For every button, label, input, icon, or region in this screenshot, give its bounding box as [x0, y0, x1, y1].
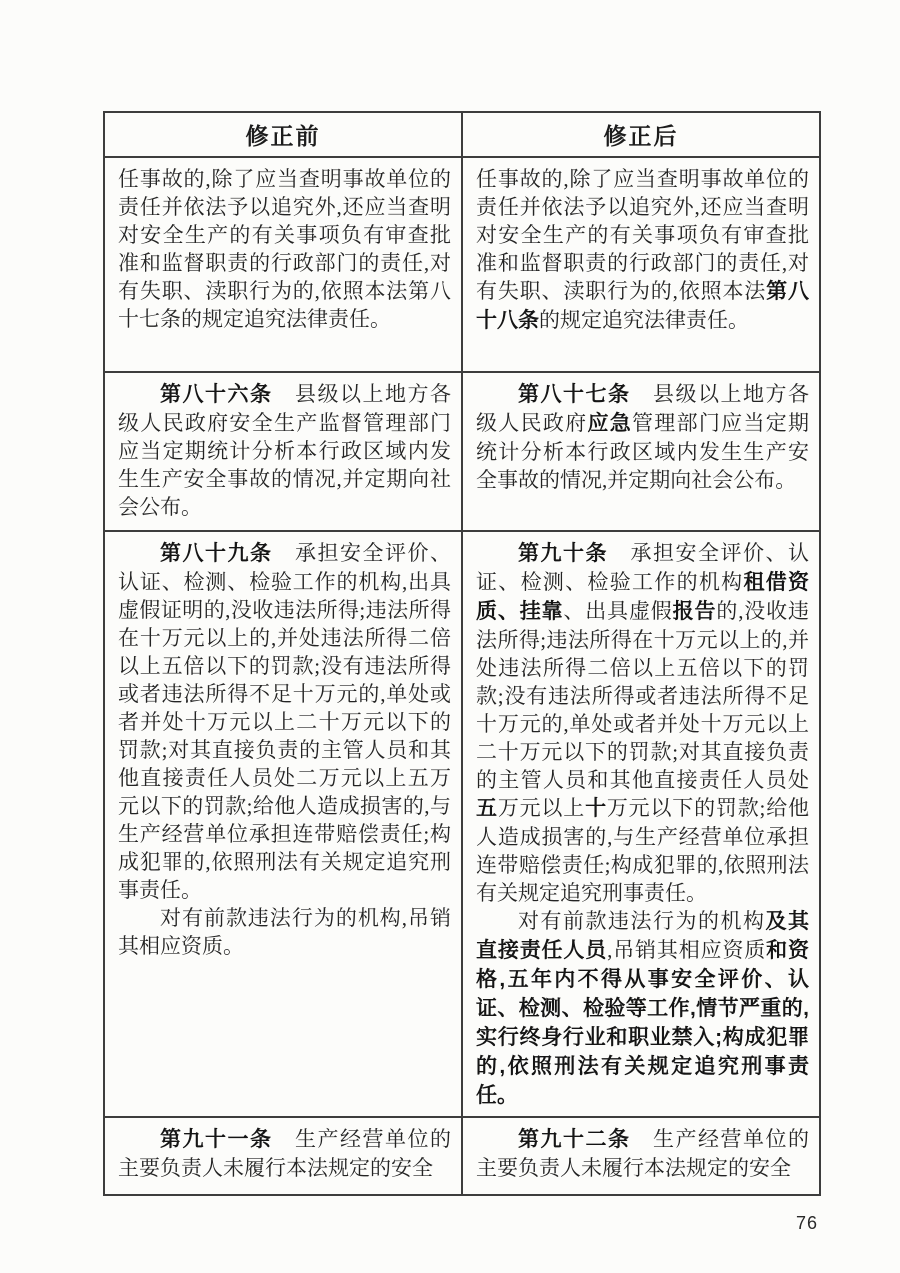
- amended-bold-text: 五: [476, 797, 498, 820]
- body-text: 县级以上地方各级人民政府安全生产监督管理部门应当定期统计分析本行政区域内发生生产安全事故的情况,并定期向社会公布。: [118, 382, 451, 519]
- body-text: 万元以上: [497, 796, 586, 820]
- amended-bold-text: 第八十九条: [160, 542, 273, 565]
- paragraph: [118, 539, 451, 904]
- body-text: 任事故的,除了应当查明事故单位的责任并依法予以追究外,还应当查明对安全生产的有关事项负有审查批准和监督职责的行政部门的责任,对有失职、渎职行为的,依照本法第八十七条的规定追究法律责任。: [118, 167, 451, 331]
- amended-bold-text: 第九十二条: [518, 1128, 631, 1151]
- body-text: 万元以下的罚款;给他人造成损害的,与生产经营单位承担连带赔偿责任;构成犯罪的,依照刑法有关规定追究刑事责任。: [476, 796, 810, 905]
- paragraph: [476, 1125, 809, 1182]
- body-text: 承担安全评价、认证、检测、检验工作的机构: [476, 541, 809, 594]
- amended-bold-text: 第八十八条: [476, 280, 810, 332]
- paragraph: [118, 165, 451, 333]
- page-number: 76: [796, 1213, 819, 1233]
- paragraph: [118, 1125, 451, 1182]
- body-text: 对有前款违法行为的机构: [518, 909, 766, 933]
- cell-after-row3: [462, 531, 820, 1117]
- header-after-amendment: 修正后: [462, 112, 820, 157]
- paragraph: [476, 380, 809, 494]
- amended-bold-text: 十: [585, 797, 607, 820]
- cell-after-row1: [462, 157, 820, 372]
- body-text: ,吊销其相应资质: [607, 938, 767, 962]
- header-before-amendment: 修正前: [104, 112, 462, 157]
- paragraph: [476, 539, 809, 907]
- body-text: 的,没收违法所得;违法所得在十万元以上的,并处违法所得二倍以上五倍以下的罚款;没有违法所得或者违法所得不足十万元的,单处或者并处十万元以上二十万元以下的罚款;对其直接负责的主管人员和其他直接责任人员处: [476, 599, 810, 792]
- cell-before-row4: [104, 1117, 462, 1195]
- paragraph: [476, 165, 809, 335]
- table-row-article-89-90: [104, 531, 820, 1117]
- amended-bold-text: 第八十七条: [518, 383, 631, 406]
- cell-before-row2: [104, 372, 462, 531]
- body-text: 承担安全评价、认证、检测、检验工作的机构,出具虚假证明的,没收违法所得;违法所得在十万元以上的,并处违法所得二倍以上五倍以下的罚款;没有违法所得或者违法所得不足十万元的,单处或者并处十万元以上二十万元以下的罚款;对其直接负责的主管人员和其他直接责任人员处二万元以上五万元以下的罚款;给他人造成损害的,与生产经营单位承担连带赔偿责任;构成犯罪的,依照刑法有关规定追究刑事责任。: [118, 541, 451, 902]
- body-text: 县级以上地方各级人民政府: [476, 382, 809, 435]
- cell-before-row3: [104, 531, 462, 1117]
- body-text: 生产经营单位的主要负责人未履行本法规定的安全: [476, 1127, 809, 1180]
- body-text: 生产经营单位的主要负责人未履行本法规定的安全: [118, 1127, 451, 1180]
- body-text: 、出具虚假: [563, 599, 673, 623]
- paragraph: [118, 380, 451, 521]
- amended-bold-text: 应急: [587, 412, 633, 435]
- cell-after-row4: [462, 1117, 820, 1195]
- amendment-comparison-table: [103, 111, 821, 1196]
- cell-before-row1: [104, 157, 462, 372]
- amended-bold-text: 报告: [672, 600, 717, 623]
- body-text: 任事故的,除了应当查明事故单位的责任并依法予以追究外,还应当查明对安全生产的有关事项负有审查批准和监督职责的行政部门的责任,对有失职、渎职行为的,依照本法: [476, 167, 809, 303]
- amended-bold-text: 第九十条: [518, 542, 608, 565]
- body-text: 的规定追究法律责任。: [539, 308, 749, 332]
- body-text: 对有前款违法行为的机构,吊销其相应资质。: [118, 906, 451, 958]
- paragraph: [476, 907, 809, 1110]
- table-header-row: [104, 112, 820, 157]
- table-row-article-91-92: [104, 1117, 820, 1195]
- amended-bold-text: 租借资质、挂靠: [476, 571, 810, 623]
- table-row-article-86-87: [104, 372, 820, 531]
- amended-bold-text: 第八十六条: [160, 383, 273, 406]
- amended-bold-text: 和资格,五年内不得从事安全评价、认证、检测、检验等工作,情节严重的,实行终身行业和职业禁入;构成犯罪的,依照刑法有关规定追究刑事责任。: [476, 939, 810, 1107]
- cell-after-row2: [462, 372, 820, 531]
- body-text: 管理部门应当定期统计分析本行政区域内发生生产安全事故的情况,并定期向社会公布。: [476, 411, 810, 492]
- amended-bold-text: 及其直接责任人员: [476, 910, 809, 962]
- amended-bold-text: 第九十一条: [160, 1128, 273, 1151]
- table-row-continuation-article: [104, 157, 820, 372]
- paragraph: [118, 904, 451, 960]
